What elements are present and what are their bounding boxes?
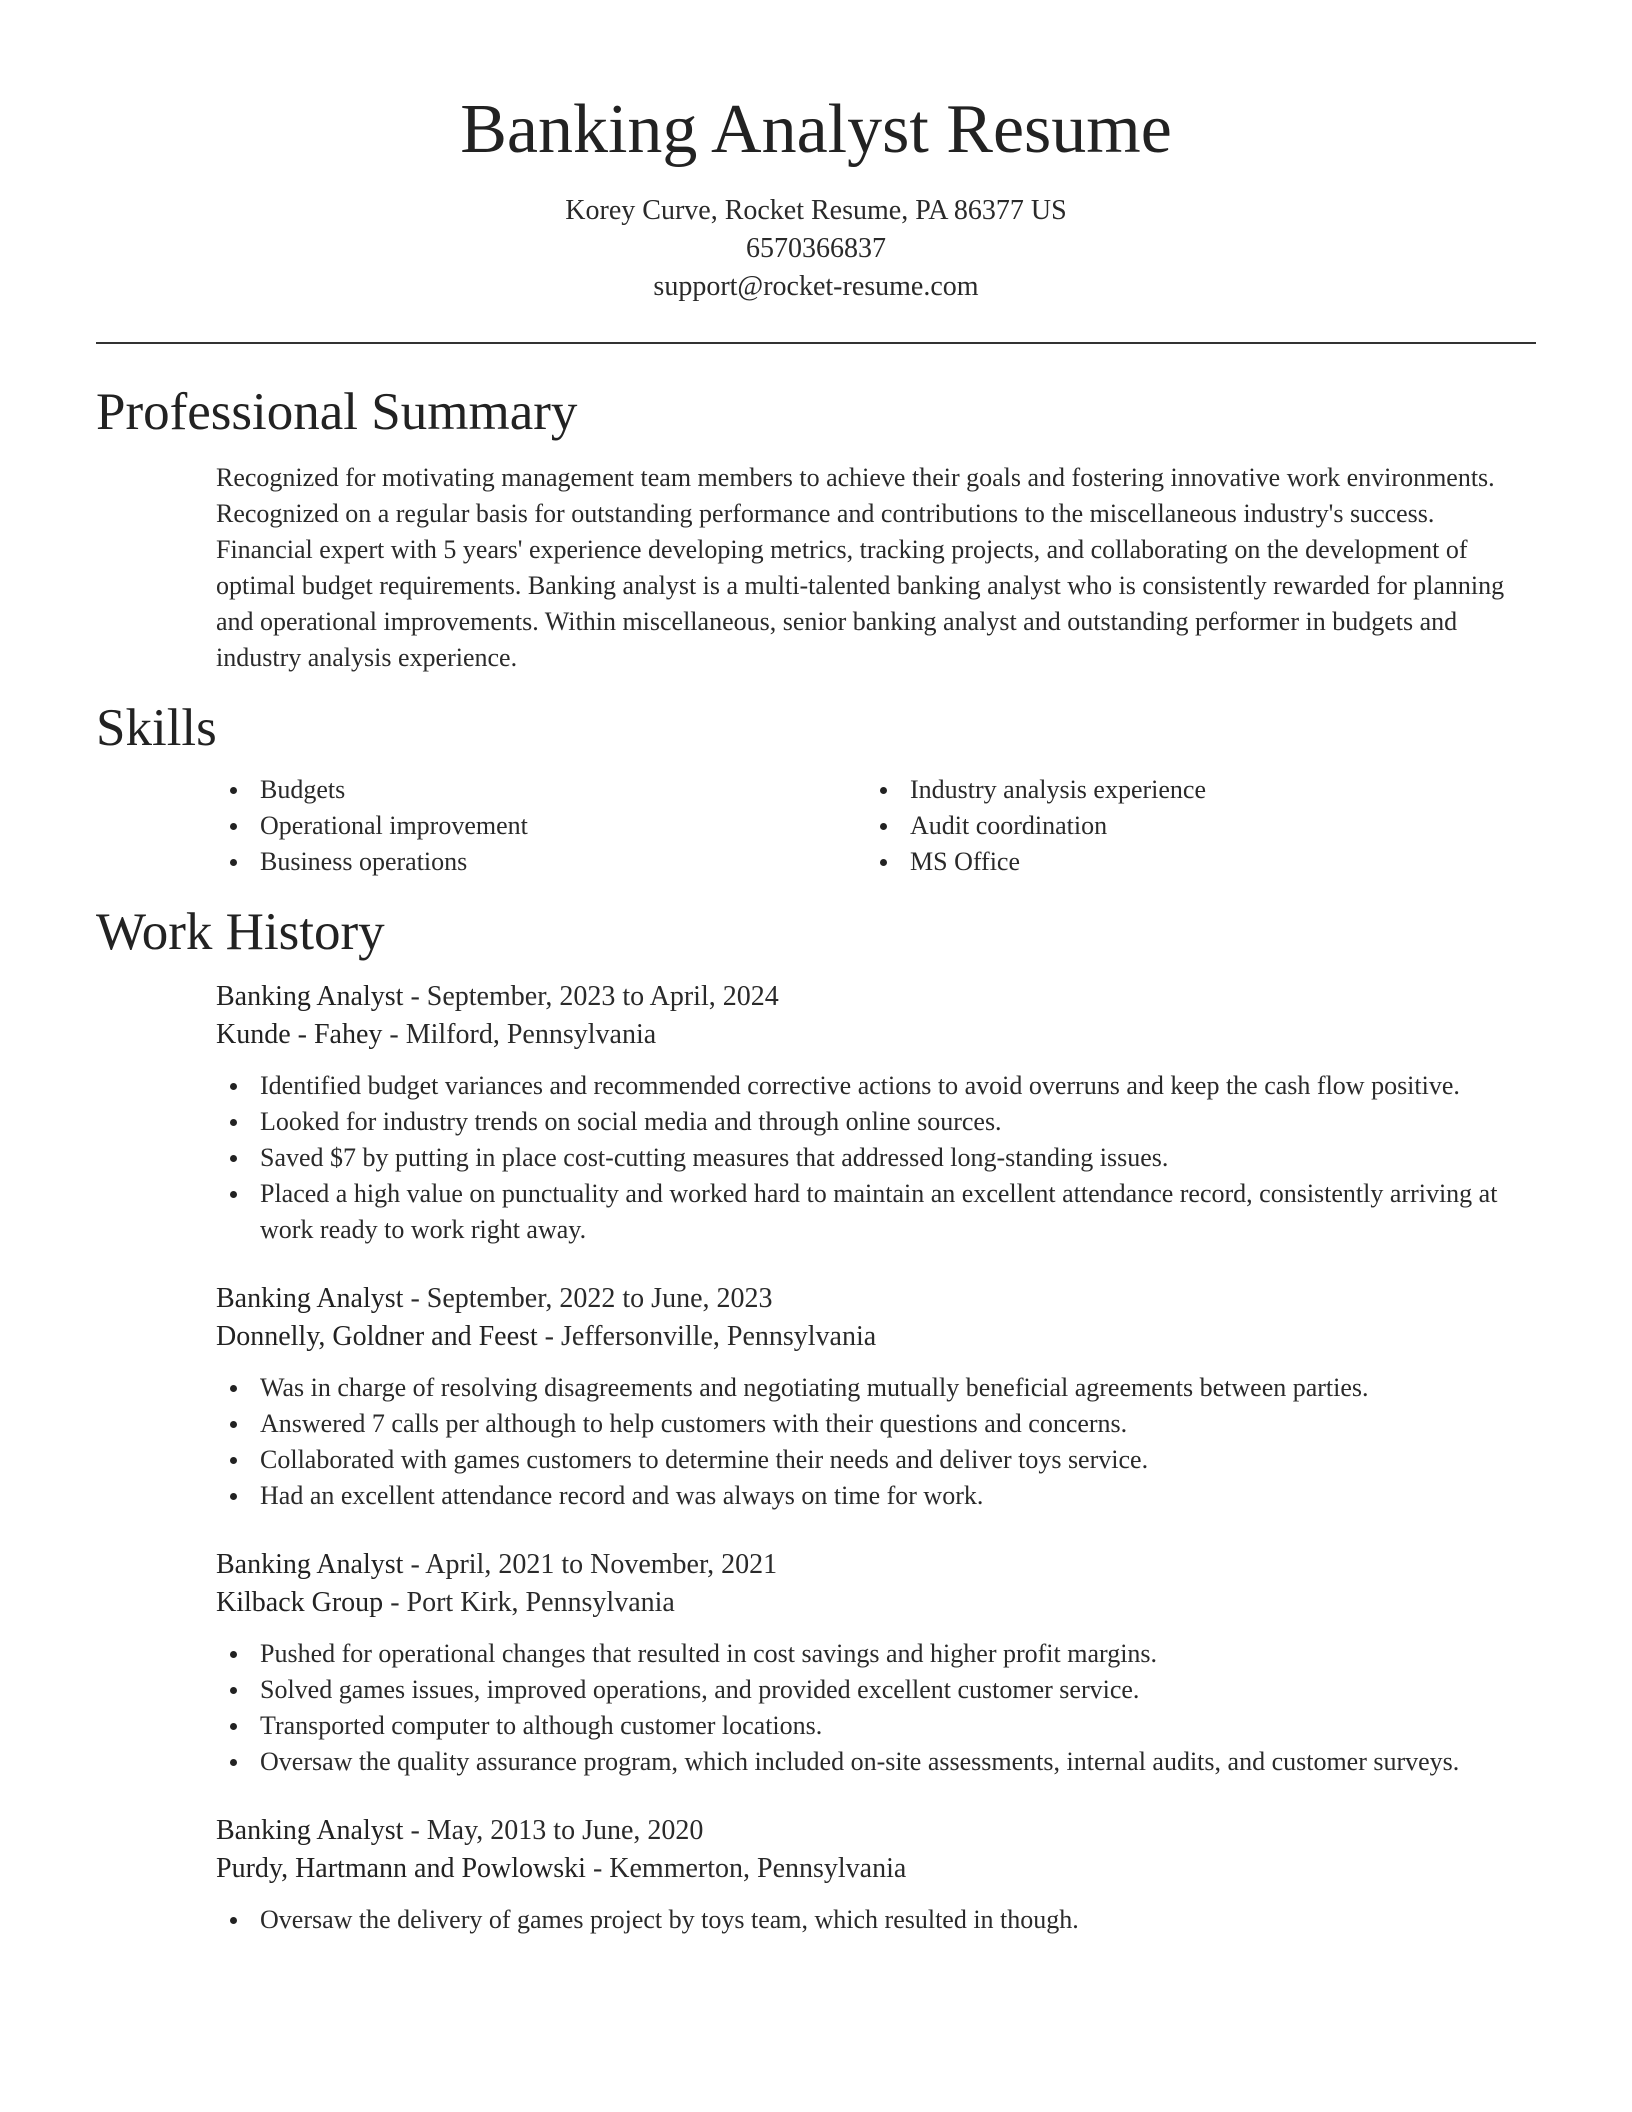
job-title: Banking Analyst	[216, 1549, 404, 1580]
job-title: Banking Analyst	[216, 1815, 404, 1846]
job-bullet: Identified budget variances and recommended corrective actions to avoid overruns and keep the cash flow positive.	[216, 1068, 1546, 1104]
job-dates: - April, 2021 to November, 2021	[403, 1549, 778, 1580]
skills-list	[216, 772, 1536, 880]
job-company: Kunde - Fahey	[216, 1019, 383, 1050]
job-entry	[216, 1546, 1536, 1780]
job-bullet: Solved games issues, improved operations, and provided excellent customer service.	[216, 1672, 1546, 1708]
job-dates: - May, 2013 to June, 2020	[403, 1815, 704, 1846]
job-title: Banking Analyst	[216, 981, 404, 1012]
contact-email: support@rocket-resume.com	[653, 271, 979, 302]
job-location: - Port Kirk, Pennsylvania	[383, 1587, 675, 1618]
job-company: Donnelly, Goldner and Feest	[216, 1321, 538, 1352]
job-bullet: Oversaw the quality assurance program, which included on-site assessments, internal audits, and customer surveys.	[216, 1744, 1546, 1780]
job-entry	[216, 1280, 1536, 1514]
skills-column-right	[866, 772, 1516, 880]
contact-block	[96, 192, 1536, 306]
job-location: - Jeffersonville, Pennsylvania	[537, 1321, 877, 1352]
job-bullets	[216, 1902, 1546, 1938]
job-dates: - September, 2023 to April, 2024	[403, 981, 779, 1012]
job-bullet: Had an excellent attendance record and was always on time for work.	[216, 1478, 1546, 1514]
job-company-line	[216, 1584, 1536, 1622]
job-bullet: Transported computer to although customer locations.	[216, 1708, 1546, 1744]
job-location: - Milford, Pennsylvania	[382, 1019, 657, 1050]
resume-title: Banking Analyst Resume	[460, 91, 1172, 168]
job-title-line	[216, 978, 1536, 1016]
job-bullets	[216, 1068, 1546, 1248]
summary-text: Recognized for motivating management team members to achieve their goals and fostering innovative work environments. Recognized on a regular basis for outstanding performance and contributions to the miscellaneous industry's success. Financial expert with 5 years' experience developing metrics, tracking projects, and collaborating on the development of optimal budget requirements. Banking analyst is a multi-talented banking analyst who is consistently rewarded for planning and operational improvements. Within miscellaneous, senior banking analyst and outstanding performer in budgets and industry analysis experience.	[216, 463, 1505, 672]
job-company-line	[216, 1318, 1536, 1356]
job-company: Purdy, Hartmann and Powlowski	[216, 1853, 586, 1884]
contact-address: Korey Curve, Rocket Resume, PA 86377 US	[565, 195, 1067, 226]
job-bullet: Placed a high value on punctuality and worked hard to maintain an excellent attendance record, consistently arriving at work ready to work right away.	[216, 1176, 1546, 1248]
job-title-line	[216, 1546, 1536, 1584]
job-bullet: Answered 7 calls per although to help customers with their questions and concerns.	[216, 1406, 1546, 1442]
job-bullet: Oversaw the delivery of games project by toys team, which resulted in though.	[216, 1902, 1546, 1938]
job-title: Banking Analyst	[216, 1283, 404, 1314]
summary-heading: Professional Summary	[96, 383, 578, 441]
skill-item: Audit coordination	[866, 808, 1516, 844]
job-location: - Kemmerton, Pennsylvania	[585, 1853, 907, 1884]
contact-phone: 6570366837	[746, 233, 886, 264]
job-entry	[216, 1812, 1536, 1938]
job-company-line	[216, 1016, 1536, 1054]
skill-item: Industry analysis experience	[866, 772, 1516, 808]
job-dates: - September, 2022 to June, 2023	[403, 1283, 773, 1314]
work-history-heading: Work History	[96, 903, 385, 961]
job-bullet: Pushed for operational changes that resulted in cost savings and higher profit margins.	[216, 1636, 1546, 1672]
job-bullet: Was in charge of resolving disagreements and negotiating mutually beneficial agreements between parties.	[216, 1370, 1546, 1406]
job-entry	[216, 978, 1536, 1248]
skills-column-left	[216, 772, 866, 880]
job-bullet: Looked for industry trends on social media and through online sources.	[216, 1104, 1546, 1140]
header-divider	[96, 342, 1536, 344]
job-company-line	[216, 1850, 1536, 1888]
resume-page	[96, 0, 1536, 1938]
job-title-line	[216, 1280, 1536, 1318]
skill-item: Operational improvement	[216, 808, 866, 844]
job-bullet: Saved $7 by putting in place cost-cutting measures that addressed long-standing issues.	[216, 1140, 1546, 1176]
job-bullet: Collaborated with games customers to determine their needs and deliver toys service.	[216, 1442, 1546, 1478]
job-company: Kilback Group	[216, 1587, 384, 1618]
job-title-line	[216, 1812, 1536, 1850]
skill-item: Business operations	[216, 844, 866, 880]
skills-heading: Skills	[96, 699, 217, 757]
job-bullets	[216, 1370, 1546, 1514]
job-bullets	[216, 1636, 1546, 1780]
skill-item: Budgets	[216, 772, 866, 808]
skill-item: MS Office	[866, 844, 1516, 880]
